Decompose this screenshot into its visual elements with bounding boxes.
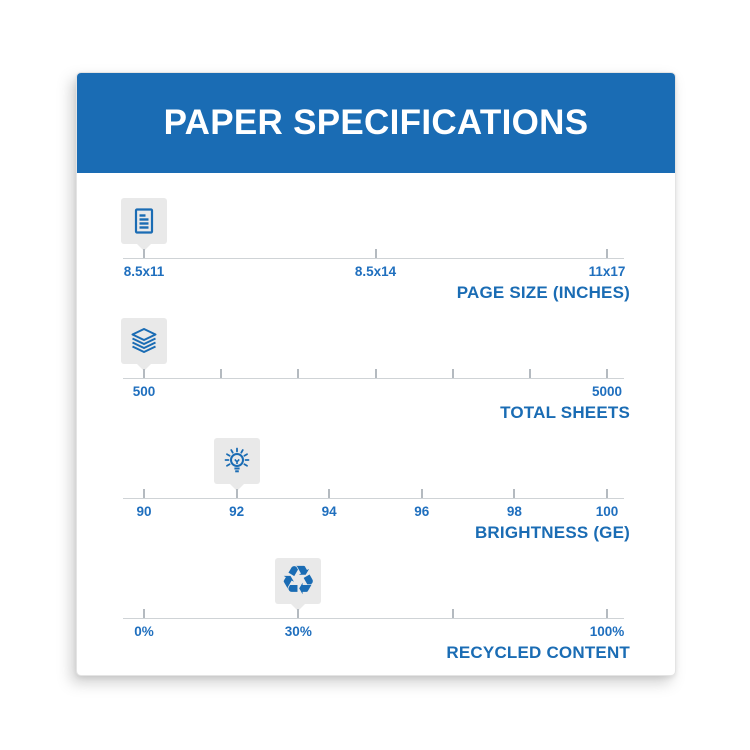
tick-label: 8.5x11 <box>123 264 165 279</box>
tick-mark <box>143 609 145 618</box>
tick-mark <box>606 369 608 378</box>
tick-mark <box>236 489 238 498</box>
tick-container <box>77 428 676 538</box>
tick-label: 94 <box>321 504 337 519</box>
tick-mark <box>143 369 145 378</box>
tick-container <box>77 548 676 658</box>
tick-mark <box>606 249 608 258</box>
tick-mark <box>513 489 515 498</box>
tick-mark <box>452 609 454 618</box>
scale-recycled-content <box>77 548 676 662</box>
tick-mark <box>421 489 423 498</box>
tick-label: 100 <box>595 504 619 519</box>
tick-container <box>77 308 676 418</box>
scale-page-size <box>77 188 676 302</box>
recycle-icon-glyph: ♻ <box>280 558 317 604</box>
tick-label: 92 <box>229 504 245 519</box>
page-title: PAPER SPECIFICATIONS <box>163 103 589 142</box>
tick-mark <box>220 369 222 378</box>
tick-mark <box>375 249 377 258</box>
tick-label: 0% <box>134 624 154 639</box>
tick-mark <box>143 489 145 498</box>
tick-mark <box>328 489 330 498</box>
tick-mark <box>297 369 299 378</box>
scale-label: TOTAL SHEETS <box>500 403 630 422</box>
tick-mark <box>297 609 299 618</box>
header-bar <box>77 73 675 173</box>
tick-mark <box>375 369 377 378</box>
tick-label: 11x17 <box>588 264 626 279</box>
tick-label: 96 <box>414 504 430 519</box>
spec-card <box>76 72 676 676</box>
tick-label: 500 <box>132 384 156 399</box>
tick-mark <box>606 489 608 498</box>
scale-brightness <box>77 428 676 542</box>
tick-mark <box>606 609 608 618</box>
scale-total-sheets <box>77 308 676 422</box>
scale-label: BRIGHTNESS (GE) <box>474 523 630 542</box>
scale-label: RECYCLED CONTENT <box>446 643 630 662</box>
tick-label: 90 <box>136 504 152 519</box>
tick-label: 98 <box>506 504 522 519</box>
tick-label: 30% <box>284 624 312 639</box>
tick-label: 5000 <box>591 384 623 399</box>
tick-mark <box>529 369 531 378</box>
tick-container <box>77 188 676 298</box>
tick-mark <box>452 369 454 378</box>
tick-label: 100% <box>589 624 625 639</box>
tick-mark <box>143 249 145 258</box>
tick-label: 8.5x14 <box>354 264 397 279</box>
scale-label: PAGE SIZE (INCHES) <box>456 283 630 302</box>
